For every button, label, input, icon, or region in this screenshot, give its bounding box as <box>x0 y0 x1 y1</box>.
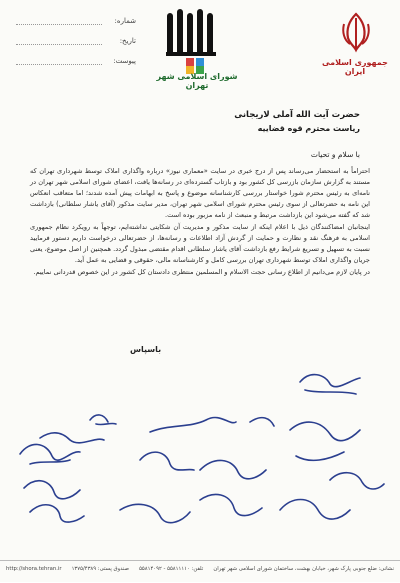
footer-address: نشانی: ضلع جنوبی پارک شهر، خیابان بهشت، ساختمان شورای اسلامی شهر تهران <box>213 566 394 572</box>
signature-4 <box>90 415 116 425</box>
signature-8 <box>140 452 194 470</box>
footer-phone: تلفن: ۵۵۸۱۱۱۱۰ - ۵۵۸۱۴۰۹۲ <box>139 566 204 572</box>
meta-number-line <box>16 18 102 25</box>
signature-3 <box>40 433 104 443</box>
signature-1 <box>300 375 360 394</box>
meta-attachment-line <box>16 58 102 65</box>
meta-number-label: شماره: <box>114 17 136 25</box>
letterhead <box>0 0 400 96</box>
signature-7 <box>290 422 360 460</box>
republic-title: جمهوری اسلامی ایران <box>322 58 388 76</box>
greeting: با سلام و تحیات <box>310 150 360 159</box>
signature-15 <box>330 473 384 489</box>
meta-date-label: تاریخ: <box>119 37 136 45</box>
meta-attachment-row <box>16 54 136 68</box>
meta-number-row <box>16 14 136 28</box>
meta-date-line <box>16 38 102 45</box>
signature-12 <box>120 504 190 522</box>
iran-emblem-icon <box>336 10 376 54</box>
meta-attachment-label: پیوست: <box>113 57 136 65</box>
body-paragraph-3: در پایان لازم می‌دانیم از اطلاع رسانی حجت الاسلام و المسلمین منتظری دادستان کل کشور در این خصوص قدردانی نماییم. <box>33 268 370 276</box>
recipient-block <box>234 110 360 133</box>
letter-footer <box>0 560 400 583</box>
signature-11 <box>30 505 84 522</box>
signature-6 <box>250 418 274 426</box>
signature-13 <box>200 494 262 515</box>
letter-meta <box>16 14 136 74</box>
footer-url[interactable]: http://shora.tehran.ir <box>6 566 62 572</box>
handwritten-signatures <box>0 360 400 550</box>
meta-date-row <box>16 34 136 48</box>
signature-10 <box>24 481 80 499</box>
council-title: شورای اسلامی شهر تهران <box>156 72 238 90</box>
signature-9 <box>200 460 266 478</box>
recipient-title: ریاست محترم قوه قضاییه <box>257 124 360 133</box>
body-paragraph-1: احتراماً به استحضار می‌رساند پس از درج خبری در سایت «معماری نیوز» درباره واگذاری املاک توسط شهرداری تهران که مستند به گزارش سازمان بازرسی کل کشور بود و بازتاب گسترده‌ای در رسانه‌ها یافت، اعضای شورای اسلامی شهر تهران در نامه‌ای به رئیس محترم شورا خواستار بررسی کارشناسانه موضوع و پاسخ به ابهامات پیش آمده شدند؛ اما متعاقب انعکاس این نامه به حضرتعالی از سوی رئیس محترم شورای اسلامی شهر تهران، مدیر سایت مذکور (آقای یاشار سلطانی) بازداشت شد که گفته می‌شود این بازداشت مرتبط و منبعث از نامه مزبور بوده است. <box>30 167 370 219</box>
signature-5 <box>150 417 236 432</box>
body-paragraph-2: اینجانبان امضاکنندگان ذیل با اعلام اینکه از سایت مذکور و مدیریت آن شکایتی نداشته‌ایم، توجهاً به رویکرد نظام جمهوری اسلامی به فرهنگ نقد و نظارت و حمایت از گردش آزاد اطلاعات و رسانه‌ها، از حضرتعالی درخواست داریم دستور فرمایید نسبت به تسهیل و تسریع شرایط رفع بازداشت آقای یاشار سلطانی اقدام مقتضی مبذول گردد. همچنین از اصل موضوع، یعنی جریان واگذاری املاک توسط شهرداری تهران بررسی کامل و کارشناسانه مالی، حقوقی و قضایی به عمل آید. <box>30 223 370 264</box>
footer-line <box>6 566 394 572</box>
recipient-name: حضرت آیت الله آملی لاریجانی <box>234 110 360 120</box>
signatures-area <box>0 360 400 550</box>
council-logo-icon <box>160 8 230 78</box>
signature-14 <box>280 500 350 520</box>
footer-postal: صندوق پستی: ۱۳۷۵/۴۳۸۹ <box>71 566 130 572</box>
letter-body <box>30 166 370 279</box>
closing: باسپاس <box>130 345 162 354</box>
signature-2 <box>20 444 80 464</box>
